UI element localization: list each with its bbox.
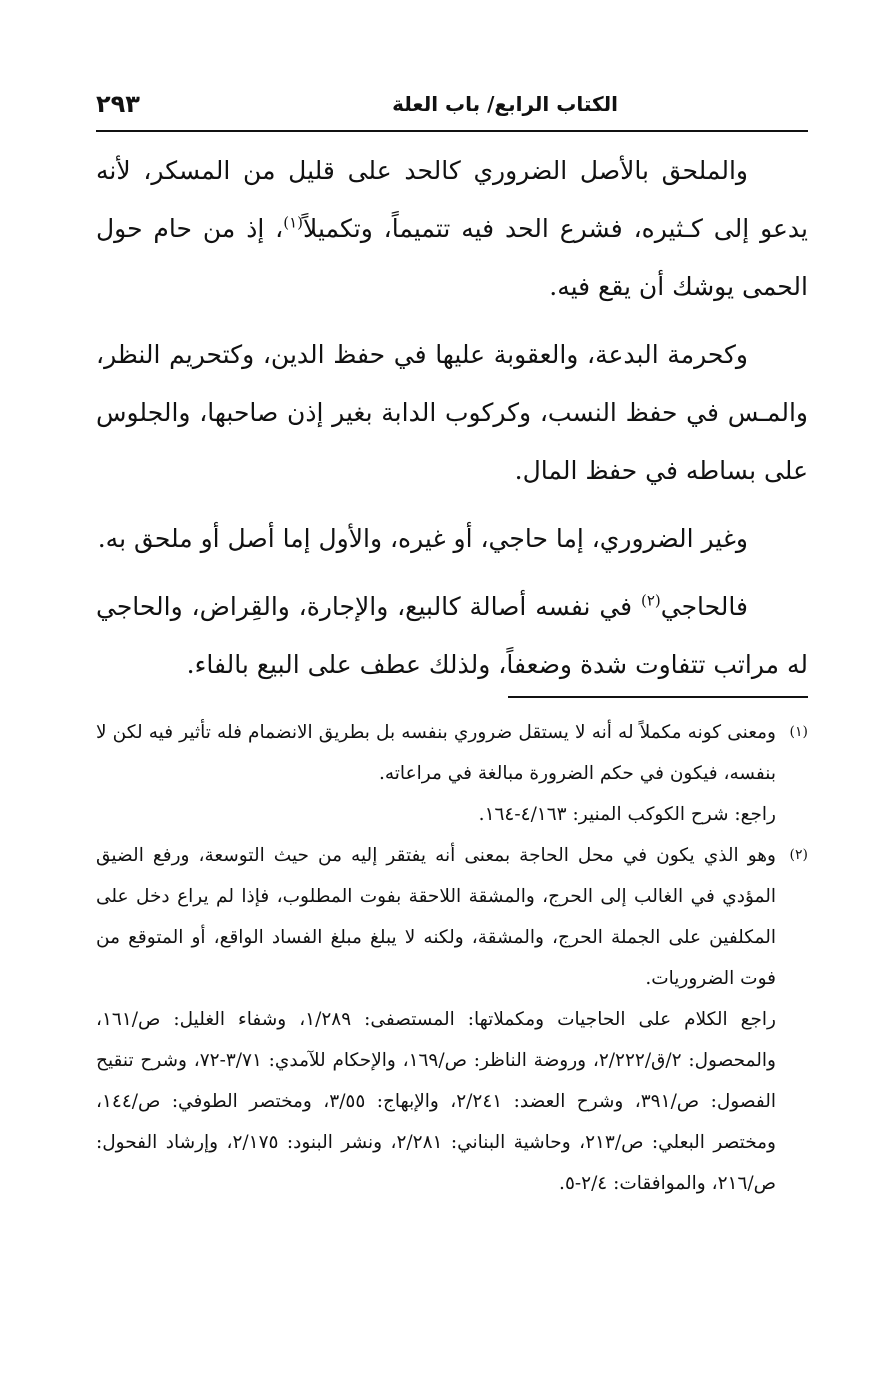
- paragraph-4-text-b: في نفسه أصالة كالبيع، والإجارة، والقِراض، والحاجي له مراتب تتفاوت شدة وضعفاً، ولذلك عطف على البيع بالفاء.: [96, 592, 808, 679]
- main-text: [96, 142, 808, 704]
- footnote-number: (٢): [789, 847, 808, 863]
- page-header: [96, 86, 808, 130]
- footnote-ref-2: (٢): [640, 591, 661, 610]
- paragraph-1: [96, 142, 808, 316]
- paragraph-4: [96, 578, 808, 694]
- paragraph-4-text-a: فالحاجي: [660, 592, 748, 621]
- paragraph-3: وغير الضروري، إما حاجي، أو غيره، والأول إما أصل أو ملحق به.: [97, 524, 748, 553]
- footnote-ref-1: (١): [283, 213, 304, 232]
- footnotes: [96, 712, 808, 1204]
- footnote-reference: راجع الكلام على الحاجيات ومكملاتها: المستصفى: ١/٢٨٩، وشفاء الغليل: ص/١٦١، والمحصول: ٢/ق/٢/٢٢٢، وروضة الناظر: ص/١٦٩، والإحكام للآمدي: ٣/٧١-٧٢، وشرح تنقيح الفصول: ص/٣٩١، وشرح العضد: ٢/٢٤١، والإبهاج: ٣/٥٥، ومختصر الطوفي: ص/١٤٤، ومختصر البعلي: ص/٢١٣، وحاشية البناني: ٢/٢٨١، ونشر البنود: ٢/١٧٥، وإرشاد الفحول: ص/٢١٦، والموافقات: ٢/٤-٥.: [96, 1009, 776, 1194]
- footnote-number: (١): [789, 724, 808, 740]
- footnote-text: وهو الذي يكون في محل الحاجة بمعنى أنه يفتقر إليه من حيث التوسعة، ورفع الضيق المؤدي في الغالب إلى الحرج، والمشقة اللاحقة بفوت المطلوب، فإذا لم يراع دخل على المكلفين على الجملة الحرج، والمشقة، ولكنه لا يبلغ مبلغ الفساد الواقع، أو المتوقع من فوت الضروريات.: [96, 845, 776, 989]
- footnote-text: ومعنى كونه مكملاً له أنه لا يستقل ضروري بنفسه بل بطريق الانضمام فله تأثير فيه لكن لا بنفسه، فيكون في حكم الضرورة مبالغة في مراعاته.: [96, 722, 776, 784]
- footnote-1: [96, 712, 808, 835]
- paragraph-2: وكحرمة البدعة، والعقوبة عليها في حفظ الدين، وكتحريم النظر، والمـس في حفظ النسب، وكركوب الدابة بغير إذن صاحبها، والجلوس على بساطه في حفظ المال.: [96, 340, 808, 485]
- paragraph-1-text-b: ، إذ من حام حول الحمى يوشك أن يقع فيه.: [96, 214, 808, 301]
- running-title: الكتاب الرابع/ باب العلة: [392, 92, 618, 116]
- header-rule: [96, 130, 808, 132]
- footnote-reference: راجع: شرح الكوكب المنير: ٤/١٦٣-١٦٤.: [478, 804, 776, 825]
- footnote-2: [96, 835, 808, 1204]
- paragraph-1-text-a: والملحق بالأصل الضروري كالحد على قليل من المسكر، لأنه يدعو إلى كـثيره، فشرع الحد فيه تتميماً، وتكميلاً: [96, 156, 808, 243]
- page-number: ٢٩٣: [96, 90, 140, 118]
- footnote-rule: [508, 696, 808, 698]
